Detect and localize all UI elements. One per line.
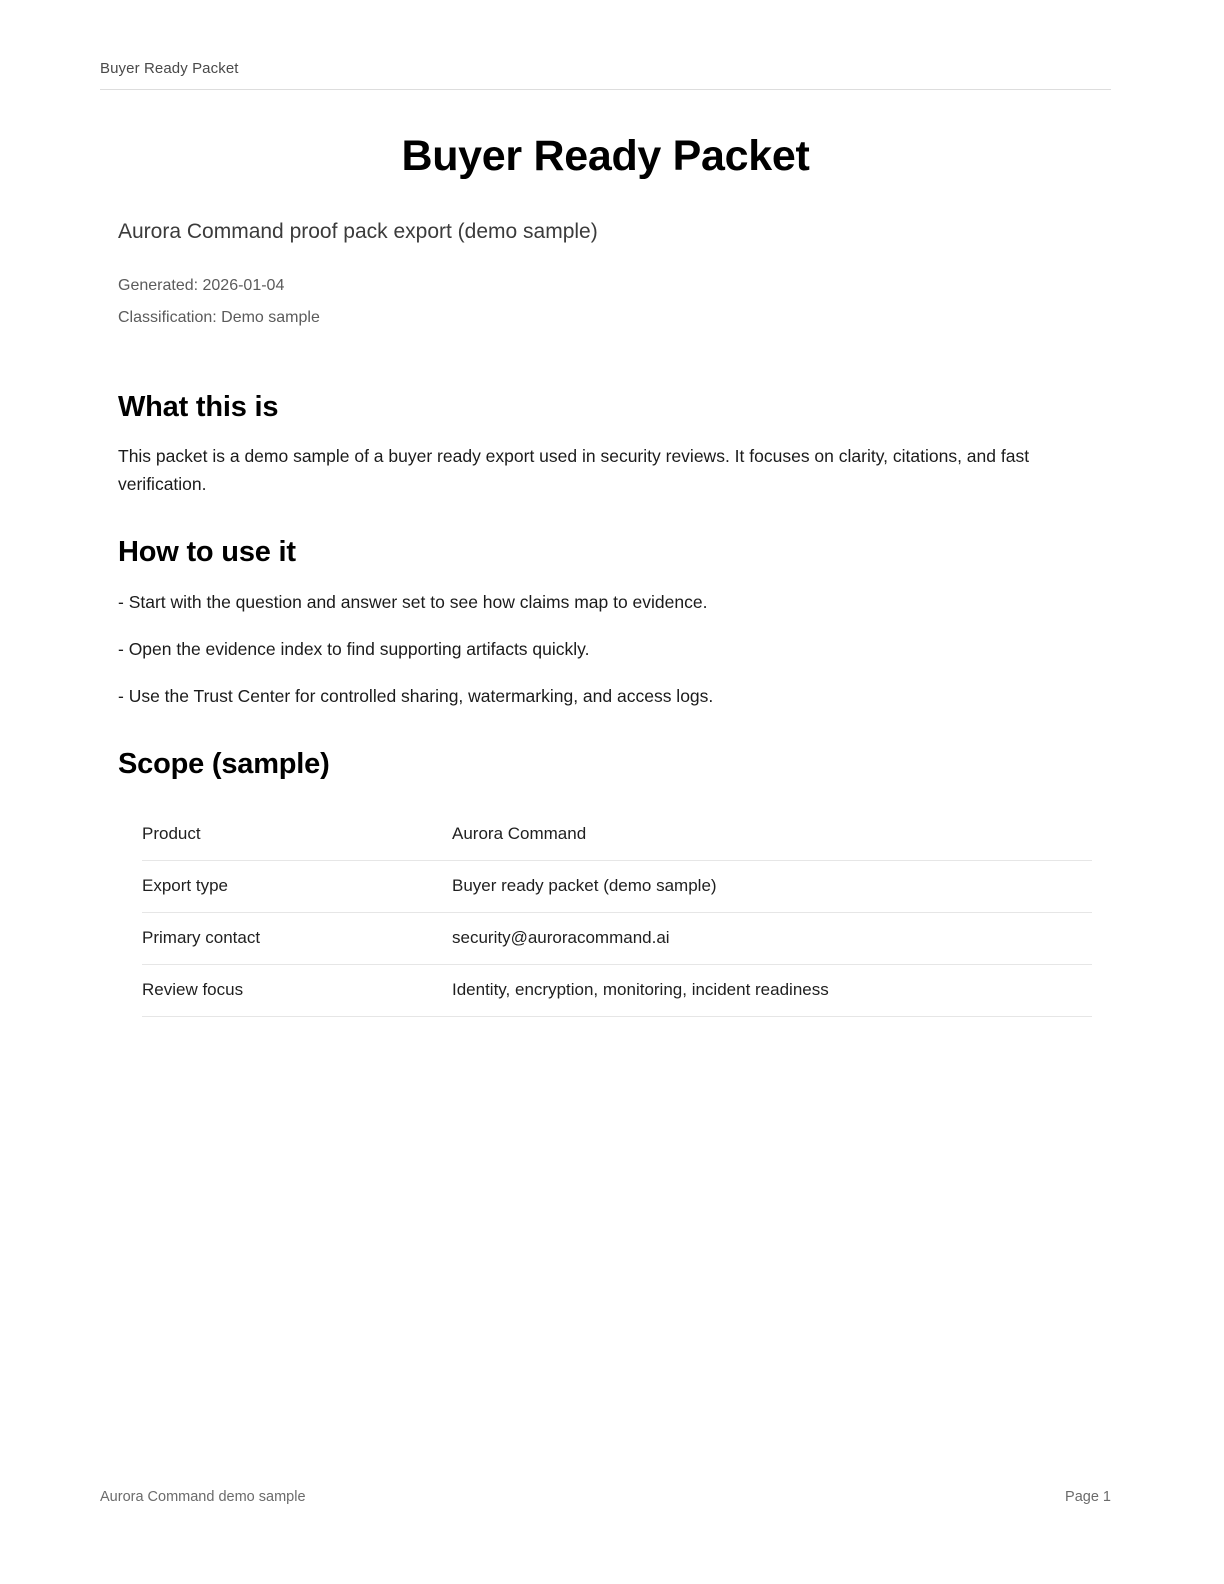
scope-row-label: Product [142,809,452,861]
scope-row-label: Export type [142,861,452,913]
scope-row-value: security@auroracommand.ai [452,913,1092,965]
scope-row-label: Review focus [142,965,452,1017]
scope-row-value: Buyer ready packet (demo sample) [452,861,1092,913]
scope-row-value: Aurora Command [452,809,1092,861]
section-heading-scope: Scope (sample) [118,748,330,780]
running-header-title: Buyer Ready Packet [100,60,239,77]
what-this-is-paragraph: This packet is a demo sample of a buyer ready export used in security reviews. It focuses on clarity, citations, and fast verification. [118,446,1030,494]
meta-generated: Generated: 2026-01-04 [118,277,285,294]
section-heading-how-to-use-it: How to use it [118,536,296,568]
scope-table-container [118,809,1093,1017]
table-row [142,913,1092,965]
table-row [142,809,1092,861]
meta-classification: Classification: Demo sample [118,309,320,326]
document-subtitle: Aurora Command proof pack export (demo sample) [118,220,598,243]
section-heading-what-this-is: What this is [118,391,279,423]
footer-left-label: Aurora Command demo sample [100,1489,306,1505]
page-footer [100,1488,1111,1506]
footer-page-number: Page 1 [1065,1489,1111,1505]
how-to-use-bullet: - Use the Trust Center for controlled sharing, watermarking, and access logs. [118,686,714,706]
scope-row-value: Identity, encryption, monitoring, incident readiness [452,965,1092,1017]
document-content [118,128,1093,1017]
page-title: Buyer Ready Packet [401,132,810,180]
scope-row-label: Primary contact [142,913,452,965]
table-row [142,861,1092,913]
running-header [100,60,1111,90]
how-to-use-bullet: - Start with the question and answer set to see how claims map to evidence. [118,592,708,612]
how-to-use-bullet: - Open the evidence index to find supporting artifacts quickly. [118,639,590,659]
scope-table [142,809,1092,1017]
table-row [142,965,1092,1017]
